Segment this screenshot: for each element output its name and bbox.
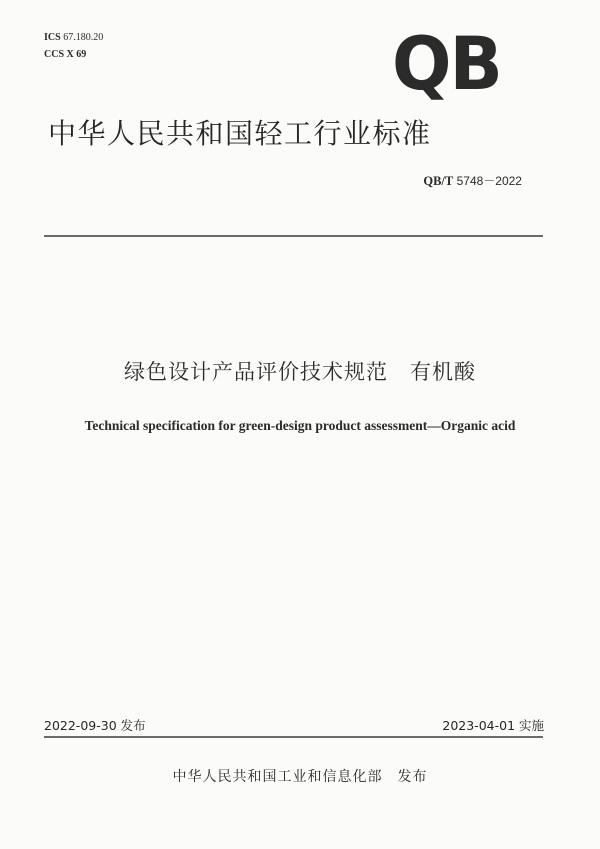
ics-label: ICS	[44, 32, 61, 43]
bottom-divider	[44, 736, 543, 738]
standard-number	[423, 172, 522, 189]
ics-code	[44, 29, 103, 46]
issue-date: 2022-09-30 发布	[44, 718, 146, 733]
chinese-title: 绿色设计产品评价技术规范 有机酸	[124, 360, 476, 384]
qb-logo: QB	[392, 20, 501, 107]
standard-number-value: 5748－2022	[456, 174, 522, 188]
ics-value: 67.180.20	[63, 32, 104, 43]
top-divider	[44, 235, 543, 237]
ccs-value: X 69	[66, 49, 87, 60]
ccs-label: CCS	[44, 49, 65, 60]
ccs-code	[44, 46, 103, 63]
issuer: 中华人民共和国工业和信息化部 发布	[172, 769, 428, 785]
standard-category-title: 中华人民共和国轻工行业标准	[48, 117, 432, 150]
standard-number-prefix: QB/T	[423, 174, 454, 188]
english-title: Technical specification for green-design product assessment—Organic acid	[84, 418, 516, 433]
implementation-date: 2023-04-01 实施	[442, 718, 544, 733]
classification-codes	[44, 29, 103, 63]
